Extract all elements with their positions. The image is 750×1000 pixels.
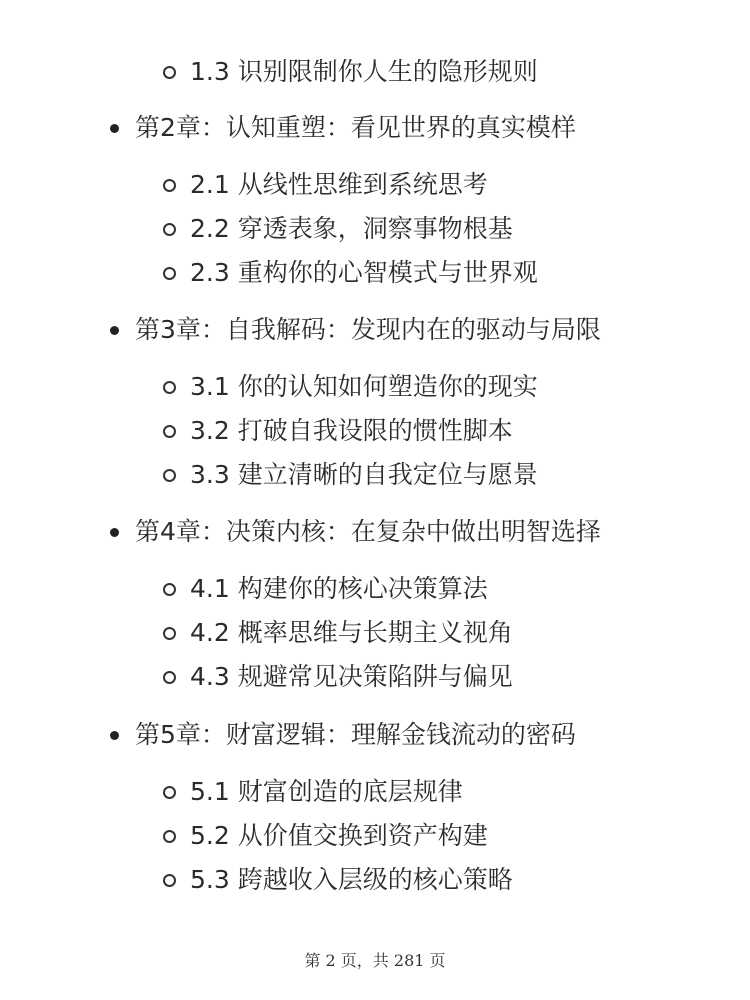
toc-section-label: 5.1 财富创造的底层规律 [190,777,463,806]
toc-section-label: 1.3 识别限制你人生的隐形规则 [190,57,538,86]
toc-section-2-3[interactable] [163,255,538,291]
toc-section-4-3[interactable] [163,659,513,695]
toc-section-1-3[interactable] [163,54,538,90]
toc-section-label: 3.1 你的认知如何塑造你的现实 [190,372,538,401]
toc-section-3-1[interactable] [163,369,538,405]
toc-section-label: 3.2 打破自我设限的惯性脚本 [190,416,513,445]
toc-section-5-2[interactable] [163,818,488,854]
toc-section-label: 4.1 构建你的核心决策算法 [190,574,488,603]
toc-section-label: 3.3 建立清晰的自我定位与愿景 [190,460,538,489]
toc-section-5-1[interactable] [163,774,463,810]
hollow-bullet-icon [163,425,176,438]
toc-section-3-2[interactable] [163,413,513,449]
hollow-bullet-icon [163,671,176,684]
hollow-bullet-icon [163,627,176,640]
toc-section-label: 5.2 从价值交换到资产构建 [190,821,488,850]
toc-chapter-label: 第5章：财富逻辑：理解金钱流动的密码 [135,720,576,749]
toc-section-4-2[interactable] [163,615,513,651]
solid-bullet-icon [110,124,119,133]
hollow-bullet-icon [163,66,176,79]
toc-chapter-label: 第3章：自我解码：发现内在的驱动与局限 [135,315,601,344]
toc-chapter-2[interactable] [110,110,576,146]
page-number-footer: 第 2 页，共 281 页 [304,951,446,970]
toc-section-2-2[interactable] [163,211,513,247]
solid-bullet-icon [110,731,119,740]
toc-section-4-1[interactable] [163,571,488,607]
toc-section-label: 2.3 重构你的心智模式与世界观 [190,258,538,287]
toc-section-3-3[interactable] [163,457,538,493]
solid-bullet-icon [110,326,119,335]
hollow-bullet-icon [163,469,176,482]
hollow-bullet-icon [163,786,176,799]
toc-section-label: 2.1 从线性思维到系统思考 [190,170,488,199]
hollow-bullet-icon [163,179,176,192]
toc-chapter-label: 第4章：决策内核：在复杂中做出明智选择 [135,517,601,546]
toc-section-label: 4.3 规避常见决策陷阱与偏见 [190,662,513,691]
hollow-bullet-icon [163,830,176,843]
hollow-bullet-icon [163,583,176,596]
toc-section-5-3[interactable] [163,862,513,898]
toc-chapter-3[interactable] [110,312,601,348]
solid-bullet-icon [110,528,119,537]
hollow-bullet-icon [163,267,176,280]
hollow-bullet-icon [163,381,176,394]
toc-section-label: 5.3 跨越收入层级的核心策略 [190,865,513,894]
hollow-bullet-icon [163,223,176,236]
toc-chapter-4[interactable] [110,514,601,550]
toc-chapter-5[interactable] [110,717,576,753]
toc-chapter-label: 第2章：认知重塑：看见世界的真实模样 [135,113,576,142]
toc-section-label: 4.2 概率思维与长期主义视角 [190,618,513,647]
toc-section-2-1[interactable] [163,167,488,203]
hollow-bullet-icon [163,874,176,887]
toc-section-label: 2.2 穿透表象，洞察事物根基 [190,214,513,243]
